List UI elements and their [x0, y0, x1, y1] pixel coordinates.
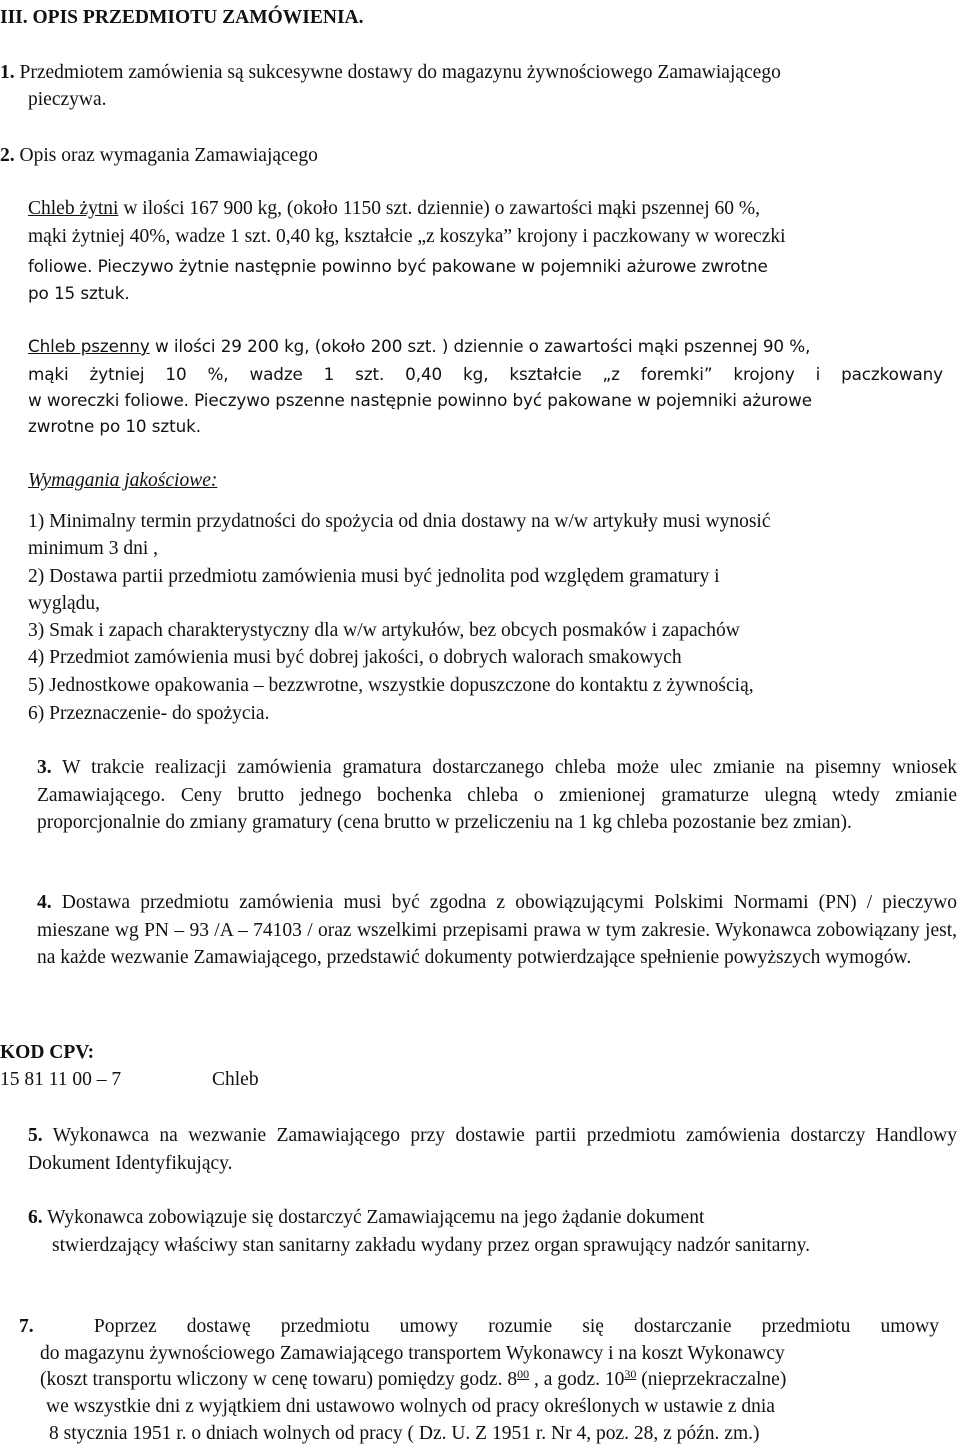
- item-4-number: 4.: [37, 892, 52, 913]
- item-4: [37, 889, 957, 972]
- quality-line-2: minimum 3 dni ,: [28, 538, 159, 559]
- item-6-rest: stwierdzający właściwy stan sanitarny zakładu wydany przez organ sprawujący nadzór sanitarny.: [52, 1235, 811, 1256]
- item-7-line-3-a: (koszt transportu wliczony w cenę towaru) pomiędzy godz. 8: [40, 1369, 518, 1390]
- quality-title-text: Wymagania jakościowe:: [28, 470, 218, 491]
- item-7-line-5: 8 stycznia 1951 r. o dniach wolnych od pracy ( Dz. U. Z 1951 r. Nr 4, poz. 28, z późn. zm.): [49, 1423, 760, 1444]
- rye-bread-line-1: [28, 196, 760, 222]
- rye-bread-name: Chleb żytni: [28, 198, 119, 219]
- quality-line-6: 4) Przedmiot zamówienia musi być dobrej jakości, o dobrych walorach smakowych: [28, 647, 682, 668]
- wheat-bread-line-3: [28, 387, 812, 414]
- quality-line-3: 2) Dostawa partii przedmiotu zamówienia musi być jednolita pod względem gramatury i: [28, 566, 720, 587]
- item-2-text: Opis oraz wymagania Zamawiającego: [19, 145, 318, 166]
- cpv-title: [0, 1040, 94, 1066]
- item-7-line-1-text: Poprzez dostawę przedmiotu umowy rozumie się dostarczanie przedmiotu umowy: [93, 1316, 940, 1337]
- item-6-line-1: [28, 1205, 704, 1231]
- item-5-number: 5.: [28, 1125, 43, 1146]
- section-heading: [0, 5, 364, 31]
- item-2-number: 2.: [0, 145, 15, 166]
- wheat-bread-line-2: mąki żytniej 10 %, wadze 1 szt. 0,40 kg, kształcie „z foremki” krojony i paczkowany: [28, 364, 943, 384]
- item-3-number: 3.: [37, 757, 52, 778]
- item-7-line-2: do magazynu żywnościowego Zamawiającego transportem Wykonawcy i na koszt Wykonawcy: [40, 1343, 785, 1364]
- rye-bread-line-3: [28, 253, 768, 280]
- item-2: [0, 143, 318, 169]
- quality-line-4: wyglądu,: [28, 593, 101, 614]
- item-3: [37, 754, 957, 837]
- wheat-bread-name: Chleb pszenny: [28, 336, 150, 356]
- quality-line-1: 1) Minimalny termin przydatności do spożycia od dnia dostawy na w/w artykuły musi wynosić: [28, 511, 771, 532]
- rye-bread-line-1-text: w ilości 167 900 kg, (około 1150 szt. dziennie) o zawartości mąki pszennej 60 %,: [118, 198, 761, 219]
- item-5-text: Wykonawca na wezwanie Zamawiającego przy dostawie partii przedmiotu zamówienia dostarczy Handlowy Dokument Identyfikujący.: [28, 1125, 957, 1174]
- quality-title: [28, 468, 217, 494]
- item-7-line-3: [40, 1367, 786, 1393]
- section-heading-text: III. OPIS PRZEDMIOTU ZAMÓWIENIA.: [0, 7, 364, 28]
- quality-line-8: 6) Przeznaczenie- do spożycia.: [28, 703, 270, 724]
- rye-bread-line-4: [28, 280, 130, 307]
- item-7-line-4: we wszystkie dni z wyjątkiem dni ustawowo wolnych od pracy określonych w ustawie z dnia: [46, 1396, 775, 1417]
- hour-8-minutes-superscript: 00: [517, 1367, 530, 1381]
- item-1-line-2: pieczywa.: [28, 89, 107, 110]
- wheat-bread-line-4: zwrotne po 10 sztuk.: [28, 416, 201, 436]
- quality-line-5: 3) Smak i zapach charakterystyczny dla w/w artykułów, bez obcych posmaków i zapachów: [28, 620, 740, 641]
- cpv-code: 15 81 11 00 – 7: [0, 1069, 122, 1090]
- rye-bread-line-3-text: foliowe. Pieczywo żytnie następnie powinno być pakowane w pojemniki ażurowe zwrotne: [28, 256, 768, 276]
- item-1-text: Przedmiotem zamówienia są sukcesywne dostawy do magazynu żywnościowego Zamawiającego: [19, 62, 781, 83]
- item-3-text: W trakcie realizacji zamówienia gramatura dostarczanego chleba może ulec zmianie na pisemny wniosek Zamawiającego. Ceny brutto jednego bochenka chleba o zmienionej gramaturze ulegną wtedy zmianie proporcjonalnie do zmiany gramatury (cena brutto w przeliczeniu na 1 kg chleba pozostanie bez zmian).: [37, 757, 957, 833]
- cpv-name: Chleb: [212, 1069, 259, 1090]
- item-1-line-1: [0, 60, 781, 86]
- item-1-number: 1.: [0, 62, 15, 83]
- item-7-line-3-b: , a godz. 10: [529, 1369, 625, 1390]
- rye-bread-line-4-text: po 15 sztuk.: [28, 283, 130, 303]
- item-5: [28, 1122, 957, 1177]
- wheat-bread-line-3-text: w woreczki foliowe. Pieczywo pszenne następnie powinno być pakowane w pojemniki ażurowe: [28, 390, 812, 410]
- item-7-line-3-c: (nieprzekraczalne): [636, 1369, 787, 1390]
- item-7-line-1: [19, 1314, 939, 1340]
- item-6-text: Wykonawca zobowiązuje się dostarczyć Zamawiającemu na jego żądanie dokument: [47, 1207, 705, 1228]
- item-4-text: Dostawa przedmiotu zamówienia musi być zgodna z obowiązującymi Polskimi Normami (PN) / pieczywo mieszane wg PN – 93 /A – 74103 / oraz wszelkimi przepisami prawa w tym zakresie. Wykonawca zobowiązany jest, na każde wezwanie Zamawiającego, przedstawić dokumenty potwierdzające spełnienie powyższych wymogów.: [37, 892, 958, 968]
- item-6-number: 6.: [28, 1207, 43, 1228]
- wheat-bread-line-1-text: w ilości 29 200 kg, (około 200 szt. ) dziennie o zawartości mąki pszennej 90 %,: [149, 336, 811, 356]
- hour-10-minutes-superscript: 30: [624, 1367, 637, 1381]
- item-7-number: 7.: [19, 1316, 34, 1337]
- wheat-bread-line-1: [28, 333, 810, 359]
- quality-line-7: 5) Jednostkowe opakowania – bezzwrotne, wszystkie dopuszczone do kontaktu z żywnością,: [28, 675, 754, 696]
- cpv-title-text: KOD CPV:: [0, 1042, 95, 1063]
- rye-bread-line-2: mąki żytniej 40%, wadze 1 szt. 0,40 kg, kształcie „z koszyka” krojony i paczkowany w woreczki: [28, 226, 786, 247]
